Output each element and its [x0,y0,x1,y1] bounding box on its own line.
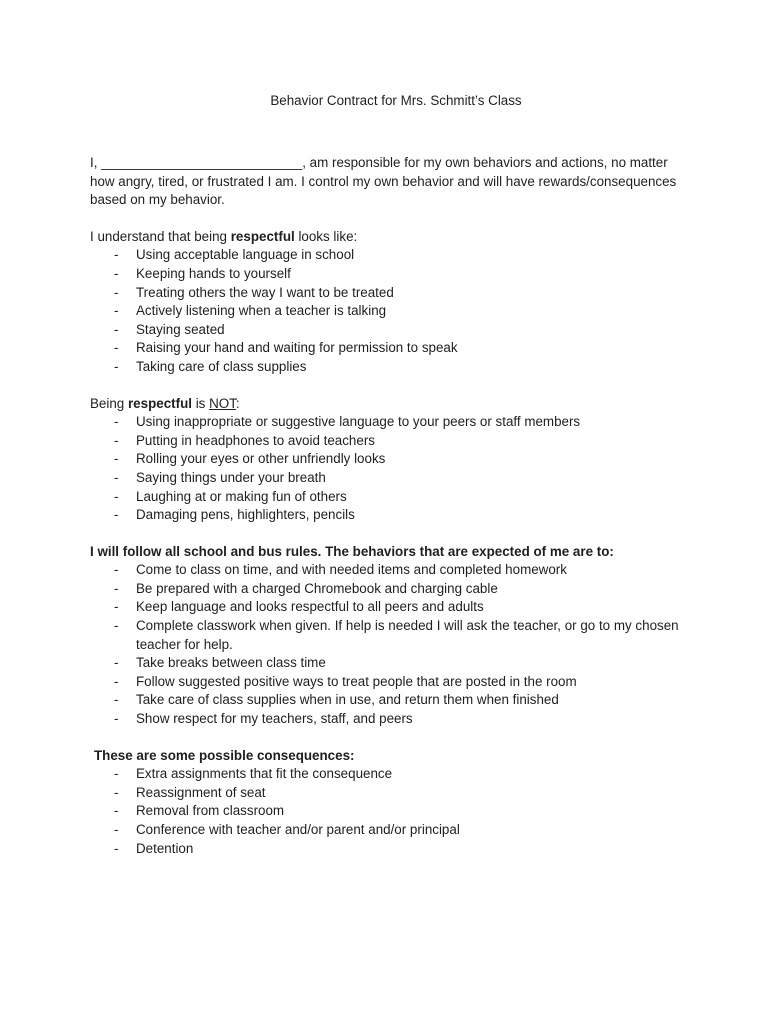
list-dash: - [114,840,119,856]
not-respectful-heading-lead: Being [90,395,128,411]
list-item-text: Raising your hand and waiting for permission to speak [136,340,458,356]
list-dash: - [114,340,119,356]
list-dash: - [114,711,119,727]
not-respectful-heading-underlined: NOT [209,395,236,411]
list-item [90,488,680,507]
list-dash: - [114,414,119,430]
list-item-text: Using acceptable language in school [136,247,355,263]
list-dash: - [114,822,119,837]
list-dash: - [114,692,119,708]
not-respectful-heading-bold: respectful [127,395,192,411]
list-item [90,358,680,377]
list-item-text: Complete classwork when given. If help is needed I will ask the teacher, or go to my chosen teacher for help. [136,618,679,652]
list-item-text: Reassignment of seat [136,784,266,800]
list-dash: - [114,784,119,800]
list-item-text: Damaging pens, highlighters, pencils [136,507,355,523]
intro-paragraph: I, ___________________________, am responsible for my own behaviors and actions, no matter how angry, tired, or frustrated I am. I control my own behavior and will have rewards/consequences based on my behavior. [90,155,677,208]
list-item-text: Removal from classroom [136,803,285,819]
list-item [90,710,680,729]
list-dash: - [114,432,119,448]
list-item [90,265,680,284]
not-respectful-heading-tail: : [235,395,240,411]
respectful-heading-lead: I understand that being [90,228,231,244]
list-item [90,432,680,451]
list-item [90,450,680,469]
respectful-list [90,246,680,376]
list-item [90,302,680,321]
list-item [90,617,680,654]
list-item [90,765,680,784]
list-item-text: Be prepared with a charged Chromebook and charging cable [136,580,498,596]
not-respectful-list [90,413,680,525]
consequences-heading: These are some possible consequences: [94,747,355,763]
list-item-text: Rolling your eyes or other unfriendly looks [136,451,386,467]
list-item [90,284,680,303]
respectful-heading-tail: looks like: [294,228,358,244]
list-item-text: Treating others the way I want to be treated [136,284,394,300]
list-item [90,506,680,525]
list-item-text: Using inappropriate or suggestive language to your peers or staff members [136,414,581,430]
list-item-text: Extra assignments that fit the consequence [136,766,393,782]
consequences-list [90,765,680,858]
list-item [90,598,680,617]
list-item-text: Show respect for my teachers, staff, and peers [136,711,413,727]
list-item [90,321,680,340]
list-dash: - [114,507,119,523]
list-dash: - [114,284,119,300]
list-item [90,673,680,692]
list-item-text: Taking care of class supplies [136,358,307,374]
document-page [90,92,680,876]
list-item [90,580,680,599]
list-item-text: Detention [136,840,194,856]
list-item [90,413,680,432]
list-dash: - [114,469,119,485]
list-item-text: Actively listening when a teacher is talking [136,303,387,319]
list-dash: - [114,766,119,782]
list-item-text: Conference with teacher and/or parent and/or principal [136,822,460,837]
list-dash: - [114,265,119,281]
list-dash: - [114,303,119,319]
list-dash: - [114,321,119,337]
list-dash: - [114,488,119,504]
list-item [90,784,680,803]
list-item [90,840,680,859]
list-dash: - [114,451,119,467]
list-item [90,802,680,821]
list-dash: - [114,599,119,615]
not-respectful-heading [90,395,680,414]
list-item [90,821,680,840]
respectful-heading-bold: respectful [230,228,295,244]
list-dash: - [114,655,119,671]
list-item-text: Take breaks between class time [136,655,326,671]
document-title: Behavior Contract for Mrs. Schmitt’s Class [270,93,522,108]
list-item-text: Keep language and looks respectful to all peers and adults [136,599,484,615]
respectful-heading [90,228,680,247]
list-item-text: Saying things under your breath [136,469,326,485]
list-item-text: Follow suggested positive ways to treat people that are posted in the room [136,673,577,689]
not-respectful-heading-mid: is [191,395,210,411]
list-dash: - [114,358,119,374]
list-dash: - [114,618,119,634]
list-item-text: Keeping hands to yourself [136,265,291,281]
list-item-text: Take care of class supplies when in use, and return them when finished [136,692,559,708]
list-dash: - [114,580,119,596]
list-dash: - [114,803,119,819]
list-item-text: Laughing at or making fun of others [136,488,347,504]
list-item [90,246,680,265]
list-item-text: Putting in headphones to avoid teachers [136,432,375,448]
expected-behaviors-heading: I will follow all school and bus rules. The behaviors that are expected of me are to: [90,543,614,559]
list-dash: - [114,247,119,263]
list-item [90,469,680,488]
list-item [90,339,680,358]
expected-behaviors-list [90,561,680,728]
list-item-text: Come to class on time, and with needed items and completed homework [136,562,567,578]
list-item-text: Staying seated [136,321,225,337]
list-item [90,691,680,710]
list-item [90,654,680,673]
list-dash: - [114,673,119,689]
list-dash: - [114,562,119,578]
list-item [90,561,680,580]
